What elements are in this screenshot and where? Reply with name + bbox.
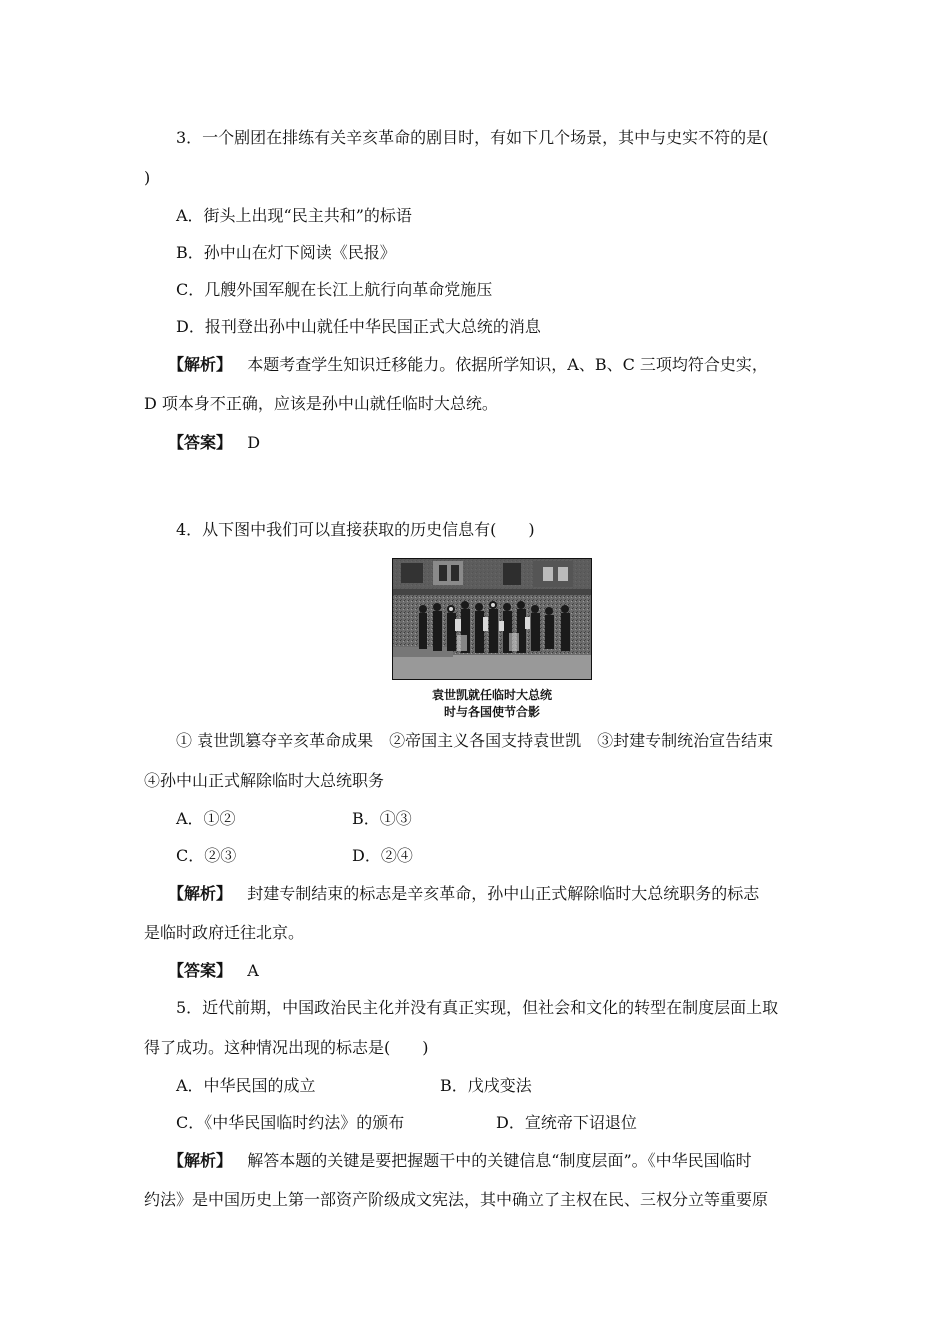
q3-option-d: D．报刊登出孙中山就任中华民国正式大总统的消息 <box>176 317 541 336</box>
q3-answer-value: D <box>247 433 261 452</box>
q3-stem-line1: 3．一个剧团在排练有关辛亥革命的剧目时，有如下几个场景，其中与史实不符的是( <box>176 128 769 147</box>
q4-option-a: A．①② <box>176 809 236 828</box>
q3-analysis-line1 <box>168 355 768 375</box>
q3-option-c: C．几艘外国军舰在长江上航行向革命党施压 <box>176 280 493 299</box>
q4-analysis-line2: 是临时政府迁往北京。 <box>144 923 305 942</box>
q3-option-b: B．孙中山在灯下阅读《民报》 <box>176 243 396 262</box>
q4-answer <box>168 961 259 981</box>
q4-option-b: B．①③ <box>352 809 412 828</box>
photo-caption-line1: 袁世凯就任临时大总统 <box>431 688 552 702</box>
q3-analysis-line2: D 项本身不正确，应该是孙中山就任临时大总统。 <box>144 394 498 413</box>
q3-analysis-tag: 【解析】 <box>168 355 233 374</box>
q3-analysis-text: 本题考查学生知识迁移能力。依据所学知识，A、B、C 三项均符合史实， <box>247 355 768 374</box>
q4-items-line2: ④孙中山正式解除临时大总统职务 <box>144 771 385 790</box>
q4-items-line1: ① 袁世凯篡夺辛亥革命成果 ②帝国主义各国支持袁世凯 ③封建专制统治宣告结束 <box>176 731 774 750</box>
q5-analysis-text: 解答本题的关键是要把握题干中的关键信息“制度层面”。《中华民国临时 <box>247 1151 752 1170</box>
q3-stem-line2: ) <box>144 168 151 187</box>
q5-analysis-tag: 【解析】 <box>168 1151 233 1170</box>
q5-option-c: C．《中华民国临时约法》的颁布 <box>176 1113 405 1132</box>
photo-caption-line2: 时与各国使节合影 <box>443 705 540 719</box>
q5-option-d: D．宣统帝下诏退位 <box>496 1113 637 1132</box>
q4-answer-value: A <box>247 961 259 980</box>
q5-analysis-line1 <box>168 1151 752 1171</box>
q4-analysis-tag: 【解析】 <box>168 884 233 903</box>
q4-analysis-text: 封建专制结束的标志是辛亥革命，孙中山正式解除临时大总统职务的标志 <box>247 884 760 903</box>
q3-answer <box>168 433 260 453</box>
q4-analysis-line1 <box>168 884 759 904</box>
q4-option-c: C．②③ <box>176 846 237 865</box>
historical-group-photo <box>392 558 592 680</box>
q5-stem-line1: 5．近代前期，中国政治民主化并没有真正实现，但社会和文化的转型在制度层面上取 <box>176 998 779 1017</box>
q3-option-a: A．街头上出现“民主共和”的标语 <box>176 206 412 225</box>
q5-stem-line2: 得了成功。这种情况出现的标志是( ) <box>144 1038 429 1057</box>
q5-option-b: B．戊戌变法 <box>440 1076 532 1095</box>
q4-stem: 4．从下图中我们可以直接获取的历史信息有( ) <box>176 520 535 539</box>
q5-option-a: A．中华民国的成立 <box>176 1076 316 1095</box>
q5-analysis-line2: 约法》是中国历史上第一部资产阶级成文宪法，其中确立了主权在民、三权分立等重要原 <box>144 1190 769 1209</box>
q4-answer-tag: 【答案】 <box>168 961 233 980</box>
q3-answer-tag: 【答案】 <box>168 433 233 452</box>
q4-option-d: D．②④ <box>352 846 413 865</box>
